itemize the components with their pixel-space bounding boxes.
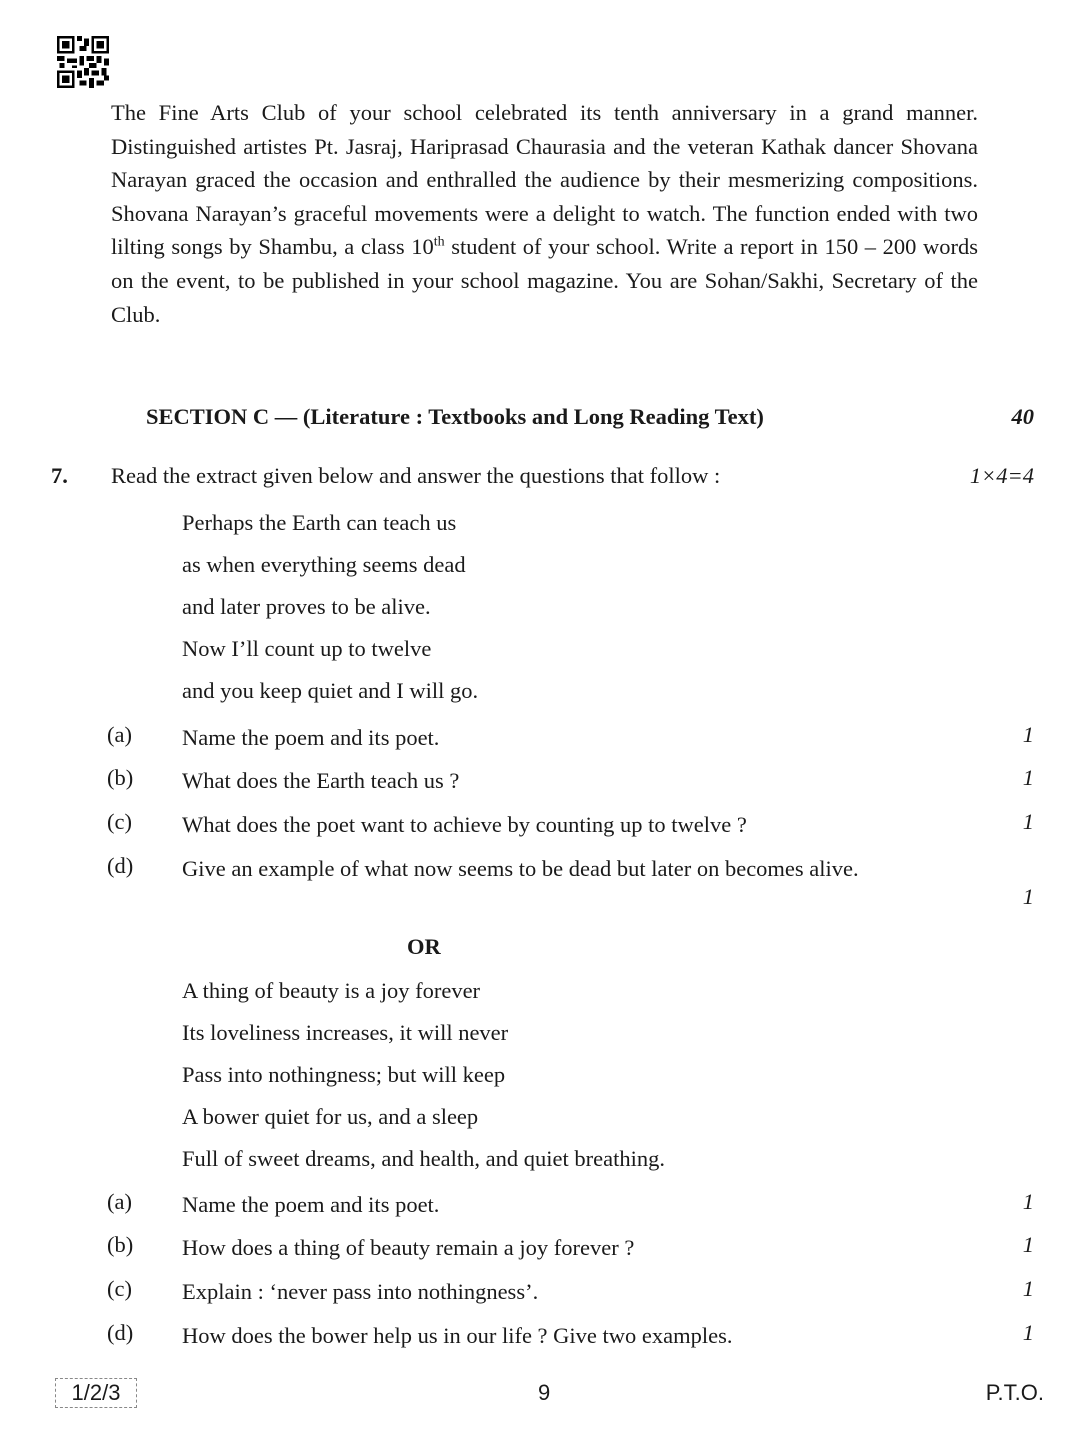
paper-code-box: 1/2/3 (55, 1378, 137, 1408)
extract-line: Pass into nothingness; but will keep (182, 1062, 506, 1087)
extract-line: Now I’ll count up to twelve (182, 636, 432, 661)
qr-code-icon (57, 36, 109, 88)
report-writing-prompt: The Fine Arts Club of your school celebrated its tenth anniversary in a grand manner. Distinguished artistes Pt. Jasraj, Hariprasad Chaurasia and the veteran Kathak dancer Shovana Narayan graced the occasion and enthralled the audience by their mesmerizing compositions. Shovana Narayan’s graceful movements were a delight to watch. The function ended with two lilting songs by Shambu, a class 10th student of your school. Write a report in 150 – 200 words on the event, to be published in your school magazine. You are Sohan/Sakhi, Secretary of the Club. (111, 100, 979, 327)
extract-line: Full of sweet dreams, and health, and quiet breathing. (182, 1146, 665, 1171)
extract-line: Perhaps the Earth can teach us (182, 510, 457, 535)
page-number: 9 (538, 1380, 551, 1405)
subquestion: (d) Give an example of what now seems to be dead but later on becomes alive. 1 (107, 853, 1034, 909)
section-heading: SECTION C — (Literature : Textbooks and Long Reading Text) (146, 404, 764, 429)
extract-line: Its loveliness increases, it will never (182, 1020, 509, 1045)
section-marks: 40 (1011, 404, 1034, 429)
extract-line: A bower quiet for us, and a sleep (182, 1104, 479, 1129)
extract-line: A thing of beauty is a joy forever (182, 978, 481, 1003)
or-divider: OR (407, 934, 441, 959)
please-turn-over: P.T.O. (985, 1380, 1044, 1405)
question-number: 7. (51, 463, 68, 488)
question-instruction: Read the extract given below and answer the questions that follow : (111, 463, 721, 488)
extract-line: as when everything seems dead (182, 552, 466, 577)
extract-line: and later proves to be alive. (182, 594, 431, 619)
extract-line: and you keep quiet and I will go. (182, 678, 479, 703)
question-marks: 1×4=4 (969, 463, 1034, 488)
